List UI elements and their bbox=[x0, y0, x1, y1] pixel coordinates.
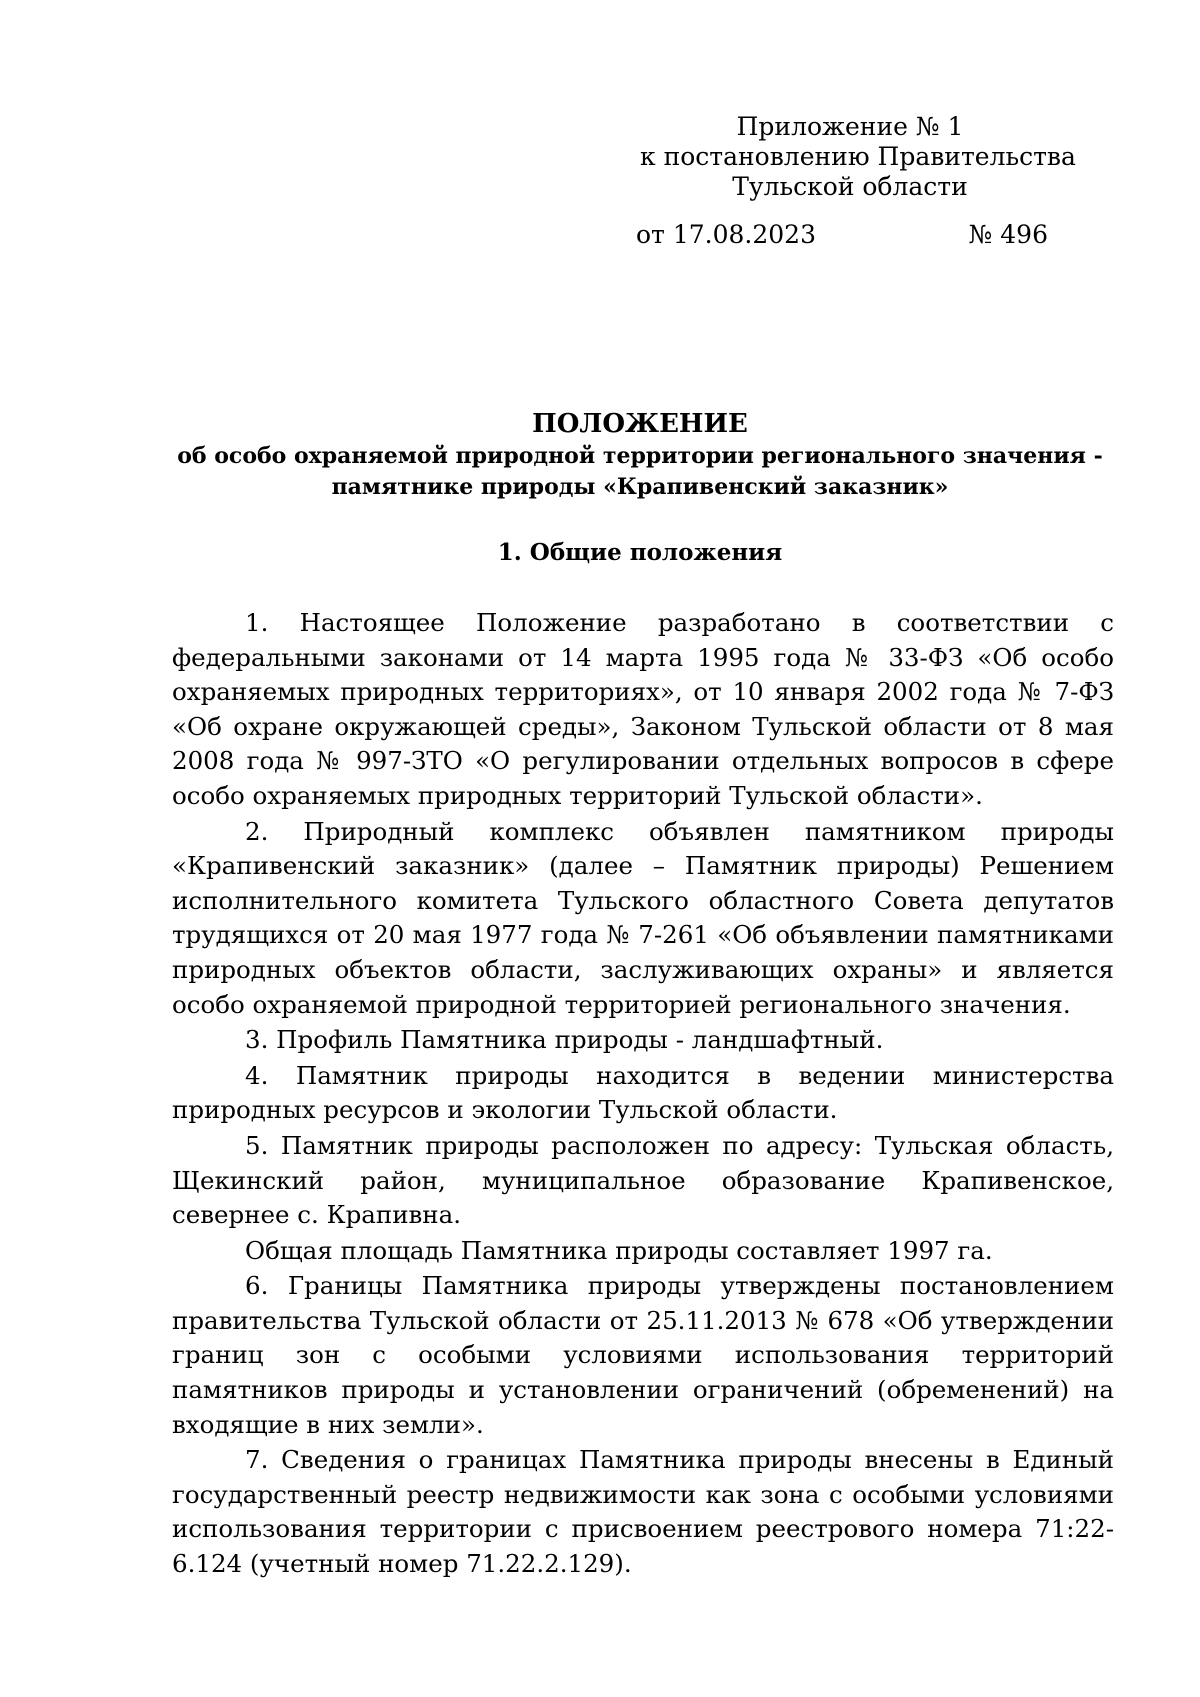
document-date: от 17.08.2023 bbox=[636, 220, 816, 249]
paragraph-7: 7. Сведения о границах Памятника природы внесены в Единый государственный реестр недвижимости как зона с особыми условиями использования территории с присвоением реестрового номера 71:22-6.124 (учетный номер 71.22.2.129). bbox=[172, 1445, 1114, 1579]
appendix-header bbox=[640, 112, 1076, 202]
appendix-line-3: Тульской области bbox=[732, 172, 968, 201]
section-heading: 1. Общие положения bbox=[497, 539, 783, 566]
paragraph-3: 3. Профиль Памятника природы - ландшафтный. bbox=[245, 1025, 884, 1055]
document-number: № 496 bbox=[968, 220, 1048, 249]
document-title: ПОЛОЖЕНИЕ bbox=[532, 409, 748, 439]
paragraph-1: 1. Настоящее Положение разработано в соответствии с федеральными законами от 14 марта 1995 года № 33-ФЗ «Об особо охраняемых природных территориях», от 10 января 2002 года № 7-ФЗ «Об охране окружающей среды», Законом Тульской области от 8 мая 2008 года № 997-ЗТО «О регулировании отдельных вопросов в сфере особо охраняемых природных территорий Тульской области». bbox=[172, 608, 1114, 810]
paragraph-2: 2. Природный комплекс объявлен памятником природы «Крапивенский заказник» (далее – Памятник природы) Решением исполнительного комитета Тульского областного Совета депутатов трудящихся от 20 мая 1977 года № 7-261 «Об объявлении памятниками природных объектов области, заслуживающих охраны» и является особо охраняемой природной территорией регионального значения. bbox=[172, 816, 1114, 1019]
appendix-line-2: к постановлению Правительства bbox=[640, 142, 1076, 171]
date-number-line bbox=[636, 220, 1048, 250]
document-subtitle-line-2: памятнике природы «Крапивенский заказник» bbox=[331, 474, 949, 500]
document-subtitle-line-1: об особо охраняемой природной территории регионального значения - bbox=[177, 443, 1103, 469]
title-block bbox=[160, 408, 1120, 503]
appendix-line-1: Приложение № 1 bbox=[736, 112, 964, 141]
paragraph-4: 4. Памятник природы находится в ведении министерства природных ресурсов и экологии Тульской области. bbox=[172, 1060, 1114, 1125]
paragraph-6: 6. Границы Памятника природы утверждены постановлением правительства Тульской области от 25.11.2013 № 678 «Об утверждении границ зон с особыми условиями использования территорий памятников природы и установлении ограничений (обременений) на входящие в них земли». bbox=[172, 1271, 1114, 1439]
section-body bbox=[172, 606, 1114, 1583]
paragraph-5: 5. Памятник природы расположен по адресу: Тульская область, Щекинский район, муниципальное образование Крапивенское, севернее с. Крапивна. bbox=[172, 1130, 1114, 1230]
paragraph-area: Общая площадь Памятника природы составляет 1997 га. bbox=[245, 1235, 993, 1265]
